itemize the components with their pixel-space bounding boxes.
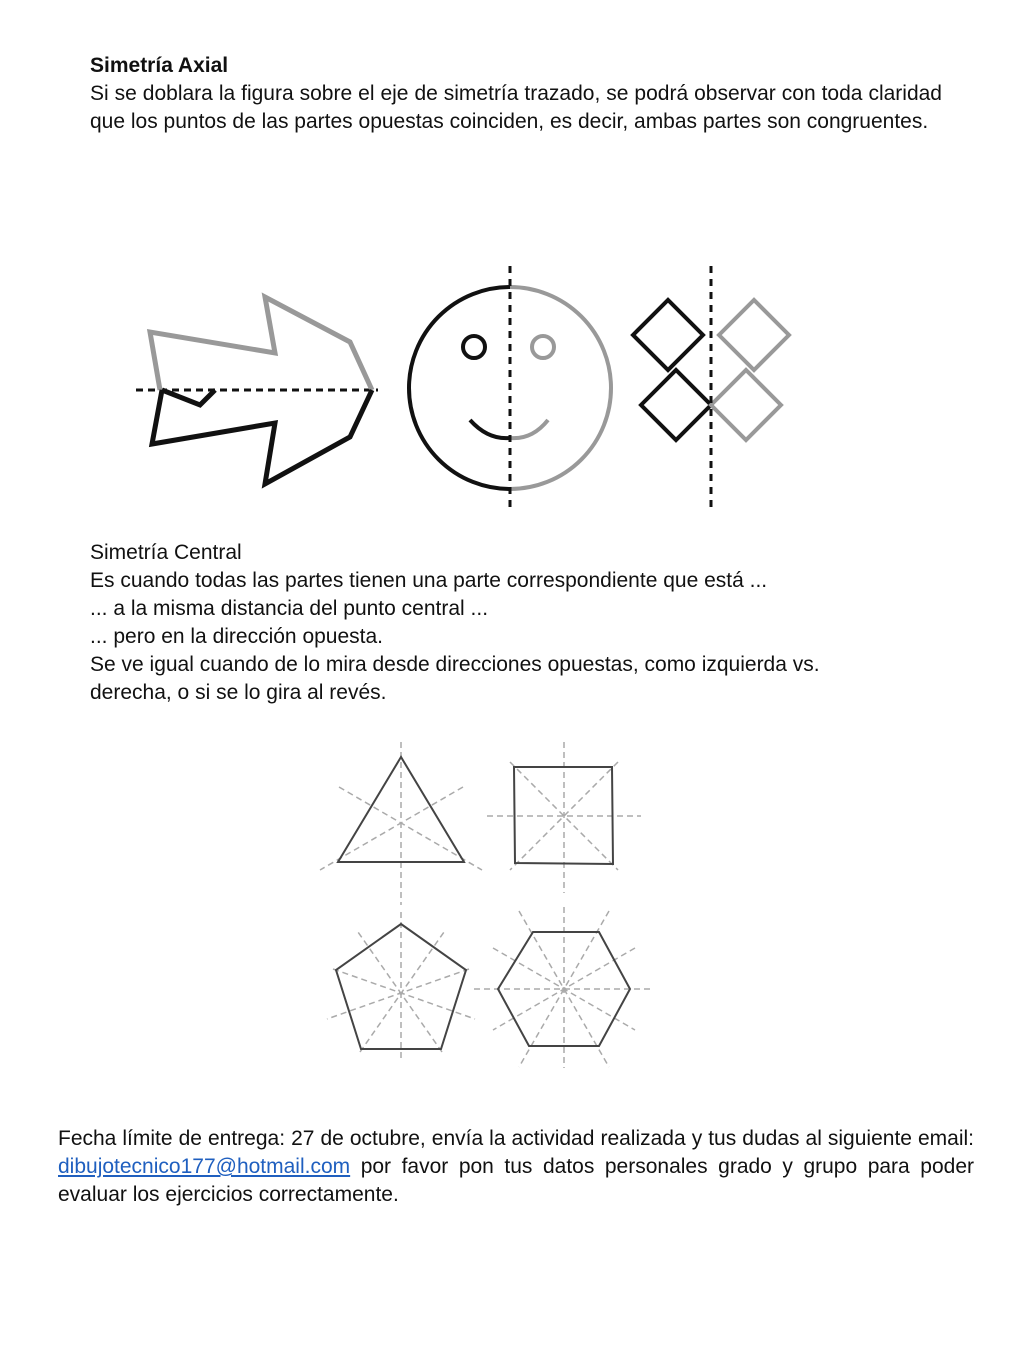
- axial-body: Si se doblara la figura sobre el eje de simetría trazado, se podrá observar con toda claridad que los puntos de las partes opuestas coinciden, es decir, ambas partes son congruentes.: [90, 82, 942, 133]
- square-lower-left: [641, 370, 711, 440]
- face-right-half: [510, 287, 611, 489]
- central-line-4: Se ve igual cuando de lo mira desde direcciones opuestas, como izquierda vs.: [90, 653, 820, 676]
- square-axes: [487, 742, 641, 893]
- deadline-text-after: por favor pon tus datos personales grado y grupo para poder evaluar los ejercicios correctamente.: [58, 1155, 974, 1206]
- face-left-half: [409, 287, 510, 489]
- axial-symmetry-illustration: [0, 255, 1024, 515]
- axial-section: [90, 52, 942, 136]
- smiley-face-figure: [409, 266, 611, 512]
- arrow-lower-half: [152, 390, 372, 484]
- central-title: Simetría Central: [90, 541, 242, 564]
- square-upper-left: [633, 300, 703, 370]
- central-line-1: Es cuando todas las partes tienen una parte correspondiente que está ...: [90, 569, 768, 592]
- arrow-figure: [136, 297, 378, 484]
- mouth-right-half: [510, 420, 548, 438]
- pentagon-axes: [327, 912, 475, 1062]
- axial-title: Simetría Axial: [90, 54, 229, 77]
- central-symmetry-illustration: [0, 735, 1024, 1070]
- squares-figure: [633, 266, 789, 512]
- central-line-3: ... pero en la dirección opuesta.: [90, 625, 384, 648]
- square-lower-right: [711, 370, 781, 440]
- pentagon-figure: [327, 912, 475, 1062]
- arrow-notch: [162, 390, 215, 405]
- right-eye: [532, 336, 554, 358]
- square-upper-right: [719, 300, 789, 370]
- square-figure: [487, 742, 641, 893]
- triangle-axes: [320, 742, 482, 905]
- deadline-note: [58, 1125, 974, 1209]
- deadline-text-before: Fecha límite de entrega: 27 de octubre, envía la actividad realizada y tus dudas al siguiente email:: [58, 1127, 974, 1150]
- central-line-2: ... a la misma distancia del punto central ...: [90, 597, 489, 620]
- hexagon-figure: [474, 907, 654, 1068]
- central-line-5: derecha, o si se lo gira al revés.: [90, 681, 387, 704]
- central-section: [90, 539, 950, 707]
- email-link[interactable]: dibujotecnico177@hotmail.com: [58, 1155, 351, 1178]
- arrow-upper-half: [150, 297, 372, 390]
- left-eye: [463, 336, 485, 358]
- mouth-left-half: [470, 420, 510, 438]
- triangle-figure: [320, 742, 482, 905]
